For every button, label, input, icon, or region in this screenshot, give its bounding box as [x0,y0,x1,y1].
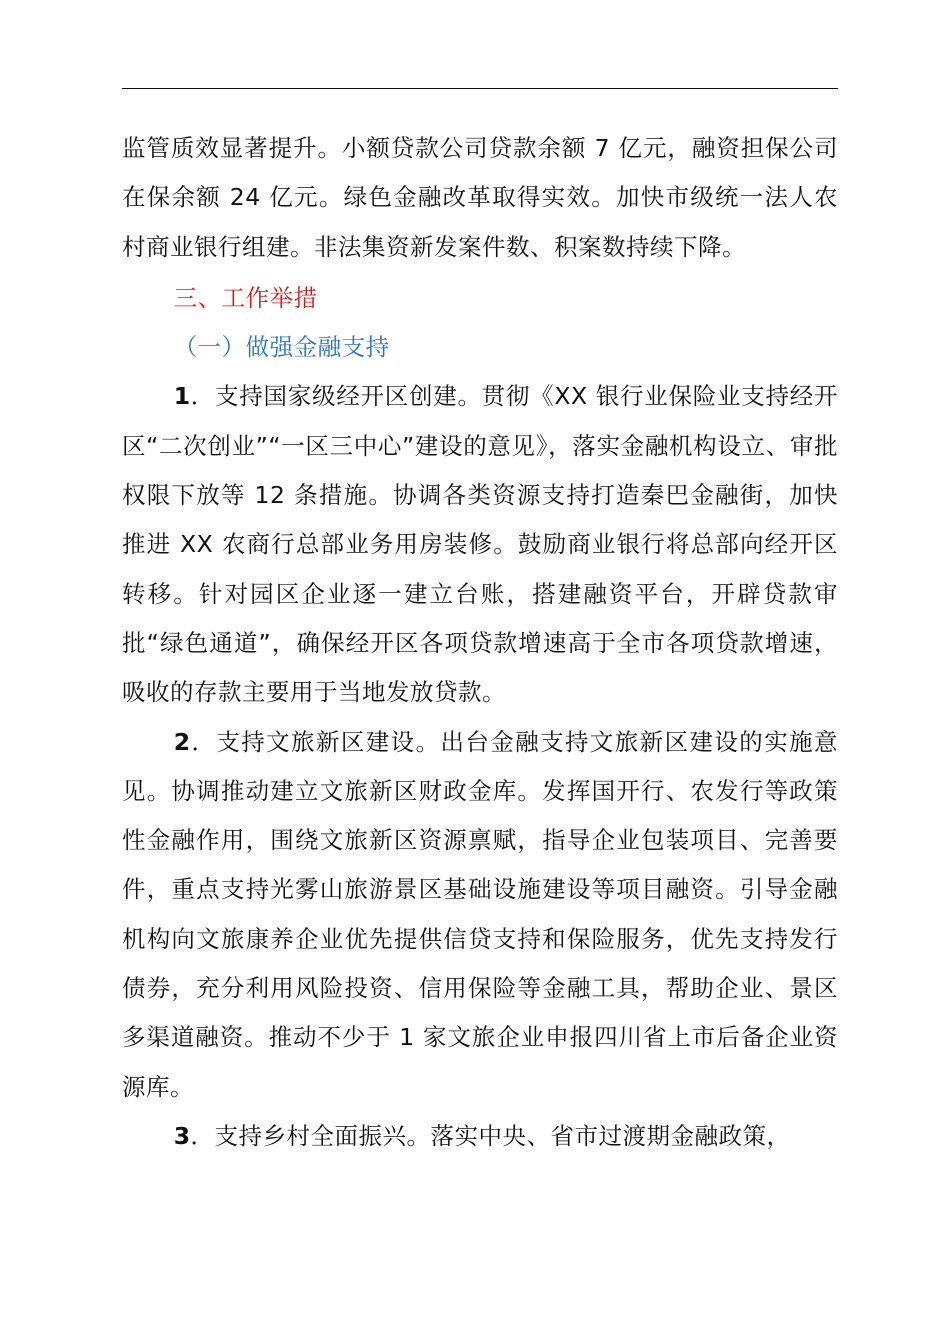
item-number: 3 [173,1121,191,1150]
item-text: ．支持国家级经开区创建。贯彻《XX 银行业保险业支持经开区“二次创业”“一区三中心”建设的意见》，落实金融机构设立、审批权限下放等 12 条措施。协调各类资源支持打造秦巴金融街，加快推进 XX 农商行总部业务用房装修。鼓励商业银行将总部向经开区转移。针对园区企业逐一建立台账，搭建融资平台，开辟贷款审批“绿色通道”，确保经开区各项贷款增速高于全市各项贷款增速，吸收的存款主要用于当地发放贷款。 [122,382,838,707]
item-text: ．支持乡村全面振兴。落实中央、省市过渡期金融政策， [190,1121,791,1150]
item-text: ．支持文旅新区建设。出台金融支持文旅新区建设的实施意见。协调推动建立文旅新区财政金库。发挥国开行、农发行等政策性金融作用，围绕文旅新区资源禀赋，指导企业包装项目、完善要件，重点支持光雾山旅游景区基础设施建设等项目融资。引导金融机构向文旅康养企业优先提供信贷支持和保险服务，优先支持发行债券，充分利用风险投资、信用保险等金融工具，帮助企业、景区多渠道融资。推动不少于 1 家文旅企业申报四川省上市后备企业资源库。 [122,727,838,1101]
intro-paragraph: 监管质效显著提升。小额贷款公司贷款余额 7 亿元，融资担保公司在保余额 24 亿元。绿色金融改革取得实效。加快市级统一法人农村商业银行组建。非法集资新发案件数、积案数持续下降。 [122,134,838,261]
section-heading: 三、工作举措 [173,283,318,312]
item-paragraph-2 [122,718,838,1112]
item-paragraph-3 [122,1112,838,1161]
header-rule [122,88,838,89]
item-number: 2 [173,727,191,756]
document-body [122,124,838,1161]
subsection-heading: （一）做强金融支持 [173,333,390,362]
item-paragraph-1 [122,372,838,717]
item-number: 1 [173,382,191,411]
